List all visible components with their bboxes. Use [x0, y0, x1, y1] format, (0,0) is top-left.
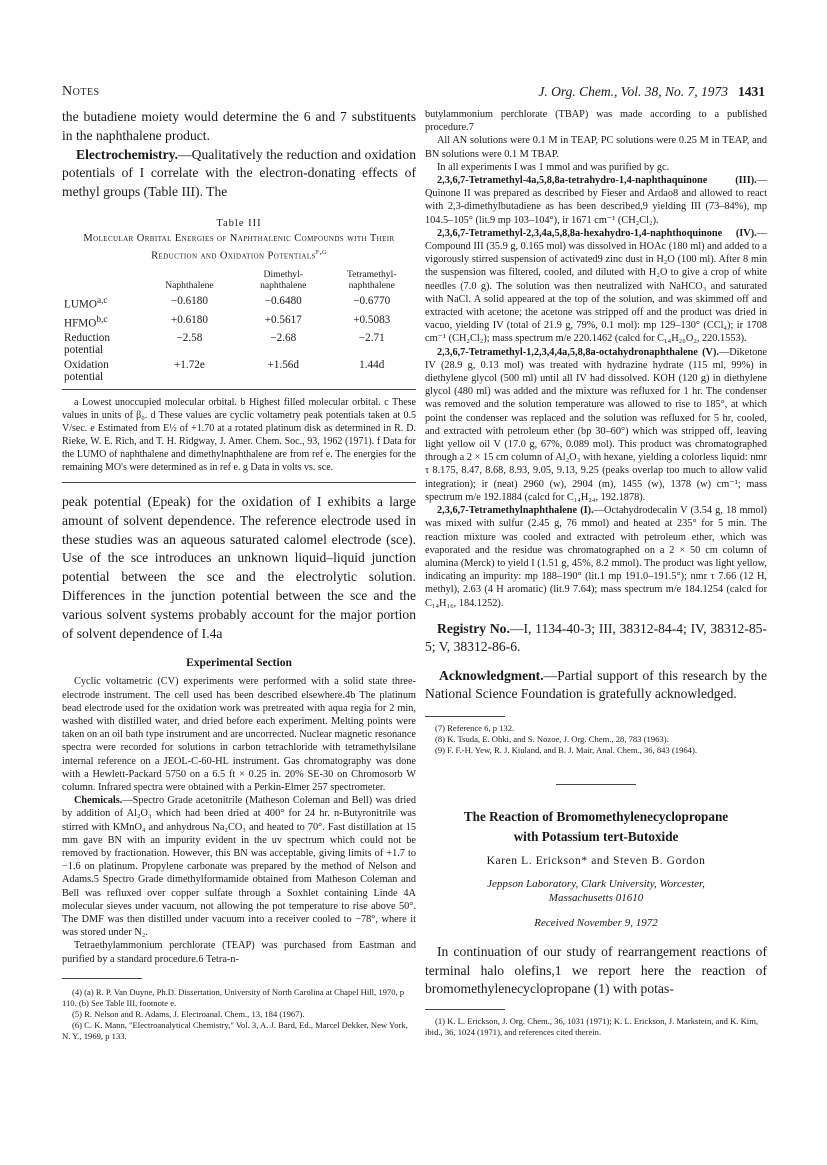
table-cell: −2.68 [270, 331, 297, 344]
intro-paragraph: the butadiene moiety would determine the 6 and 7 substituents in the naphthalene product. [62, 109, 416, 143]
registry-numbers: Registry No.—I, 1134-40-3; III, 38312-84-4; IV, 38312-85-5; V, 38312-86-6. [425, 620, 767, 655]
table-end-rule [62, 482, 416, 483]
synthesis-step: 2,3,6,7-Tetramethyl-1,2,3,4,4a,5,8,8a-octahydronaphthalene (V).—Diketone IV (28.9 g, 0.13 mol) was treated with hydrazine hydrate (115 ml, 99%) in diethylene glycol (500 ml) until all IV had dissolved. KOH (120 g) in diethylene glycol (480 ml) was added and the mixture was refluxed for 1 hr. The condenser was removed and the solution temperature was allowed to rise to 185°, at which point the condenser was replaced and the solution was refluxed for 5 hr, cooled, and extracted with petroleum ether (bp 30–60°) which was stripped off, leaving light yellow oil V (17.0 g, 67%, 0.089 mol). This product was chromatographed through a 2 × 15 cm column of Al₂O₃ with hexane, yielding a colorless liquid: nmr τ 8.175, 8.47, 8.68, 8.93, 9.05, 9.13, 9.25 (peaks overlap too much to allow valid integration); ir (neat) 2960 (w), 2904 (m), 1455 (w), 1378 (w) cm⁻¹; mass spectrum m/e 192.1884 (calcd for C₁₄H₂₄, 192.1878). [425, 346, 767, 503]
chemicals-paragraph: Chemicals.—Spectro Grade acetonitrile (Matheson Coleman and Bell) was dried by addition of Al₂O₃ which had been dried at 400° for 24 hr. n-Butyronitrile was stirred with KMnO₄ and anhydrous Na₂CO₃ and heated to 70°. Fast distillation at 15 mm gave BN with an impurity evident in the uv spectrum which could not be removed by fractionation. However, this BN was acceptable, giving limits of +1.7 to −1.6 on platinum. Propylene carbonate was prepared by the method of Nelson and Adams.5 Spectro Grade dimethylformamide obtained from Matheson Coleman and Bell was refluxed over copper sulfate through a Soxhlet containing Linde 4A molecular sieves under vacuum, not allowing the pot temperature to rise above 50°. The DMF was then distilled under vacuum into a receiver cooled to −78°, where it was stored under N₂. [62, 795, 416, 939]
solutions-paragraph: All AN solutions were 0.1 M in TEAP, PC solutions were 0.25 M in TEAP, and BN solutions were 0.1 M TBAP. [425, 135, 767, 160]
table-cell: −0.6180 [170, 295, 208, 308]
table-header-cell: Naphthalene [165, 280, 214, 292]
journal-citation: J. Org. Chem., Vol. 38, No. 7, 1973 1431 [538, 84, 765, 99]
table-header-row [62, 269, 416, 294]
footnote: (4) (a) R. P. Van Duyne, Ph.D. Dissertation, University of North Carolina at Chapel Hill, 1970, p 110. (b) See Table III, footnote e. [62, 986, 405, 1008]
footnotes [62, 987, 416, 1042]
compound-heading: 2,3,6,7-Tetramethyl-2,3,4a,5,8,8a-hexahydro-1,4-naphthoquinone (IV). [437, 227, 757, 239]
table-rule [62, 389, 416, 390]
experimental-heading: Experimental Section [186, 657, 292, 670]
table-row [62, 358, 416, 385]
table-cell: −0.6770 [353, 295, 391, 308]
table-cell: 1.44d [359, 358, 385, 371]
compound-heading: 2,3,6,7-Tetramethyl-1,2,3,4,4a,5,8,8a-octahydronaphthalene (V). [437, 346, 719, 358]
acknowledgment-heading: Acknowledgment. [439, 667, 544, 683]
synthesis-step: 2,3,6,7-Tetramethylnaphthalene (I).—Octahydrodecalin V (3.54 g, 18 mmol) was mixed with sulfur (2.45 g, 76 mmol) and heated at 235° for 5 min. The reaction mixture was cooled and extracted with petroleum ether, which was evaporated and the residue was chromatographed on a 2 × 50 cm column of alumina (Merck) to yield I (1.51 g, 45%, 8.2 mmol). The product was light yellow, indicating an impurity: mp 188–190° (lit.1 mp 191.0–191.5°); nmr τ 7.66 (12 H, methyl), 2.63 (4 H aromatic) (lit.9 7.64); mass spectrum m/e 184.1254 (calcd for C₁₄H₁₆, 184.1252). [425, 505, 767, 609]
table-header-cell [62, 269, 140, 294]
table-header-cell: Dimethyl-naphthalene [260, 269, 307, 292]
table-cell: −2.71 [358, 331, 385, 344]
orbital-energy-table [62, 269, 416, 384]
running-header [62, 84, 765, 104]
table-cell: +0.5083 [353, 313, 391, 326]
page-number: 1431 [738, 84, 765, 99]
article-footnotes [425, 1016, 767, 1038]
left-column [62, 108, 416, 1042]
article-body: In continuation of our study of rearrangement reactions of terminal halo olefins,1 we report here the reaction of bromomethylenecyclopropane (1) with potas- [425, 943, 767, 997]
section-label: Notes [62, 84, 100, 99]
row-label: Oxidation potential [64, 358, 109, 384]
compound-heading: 2,3,6,7-Tetramethylnaphthalene (I). [437, 505, 594, 517]
reference: (8) K. Tsuda, E. Ohki, and S. Nozoe, J. Org. Chem., 28, 783 (1963). [435, 733, 669, 744]
table-row [62, 313, 416, 331]
registry-heading: Registry No. [437, 620, 510, 636]
peak-paragraph: peak potential (Epeak) for the oxidation of I exhibits a large amount of solvent dependence. The reference electrode used in these studies was an aqueous saturated calomel electrode (sce). Use of the sce introduces an unknown liquid–liquid junction potential between the sce and the electrolytic solution. Differences in the junction potential between the sce and the various solvent systems probably account for the major portion of solvent dependence of I.4a [62, 493, 416, 641]
synthesis-text [425, 108, 767, 610]
experimental-text [62, 675, 416, 965]
experimental-paragraph: Cyclic voltametric (CV) experiments were performed with a solid state three-electrode instrument. The cell used has been described elsewhere.4b The platinum bead electrode used for the oxidation work was pretreated with aqua regia for 2 min, washed with distilled water, and dried before each experiment. Melting points were taken on an oil bath type instrument and are uncorrected. Nuclear magnetic resonance spectra were recorded for solutions in carbon tetrachloride with tetramethylsilane internal reference on a JEOL-C-60-HL instrument. Gas chromatography was done with a Hewlett-Packard 5750 on a 6.5 ft × 0.25 in. 20% SE-30 on Chromosorb W column. Infrared spectra were obtained with a Perkin-Elmer 257 spectrometer. [62, 676, 416, 793]
article-footnote: (1) K. L. Erickson, J. Org. Chem., 36, 1031 (1971); K. L. Erickson, J. Markstein, and K. Kim, ibid., 36, 1024 (1971), and references cited therein. [425, 1016, 759, 1038]
row-label: HFMO$^{b,c}$ [64, 314, 108, 330]
article-separator [556, 784, 636, 785]
article-title: The Reaction of Bromomethylenecyclopropane with Potassium tert-Butoxide [463, 808, 729, 844]
compound-heading: 2,3,6,7-Tetramethyl-4a,5,8,8a-tetrahydro-1,4-naphthaquinone (III). [437, 175, 757, 187]
experiments-paragraph: In all experiments I was 1 mmol and was purified by gc. [437, 161, 670, 173]
table-title: Table III [216, 217, 262, 229]
table-footnotes: a Lowest unoccupied molecular orbital. b Highest filled molecular orbital. c These values in units of β₀. d These values are cyclic voltametry peak potentials taken at 0.5 V/sec. e Estimated from E½ of +1.70 at a rotated platinum disk as determined in R. D. Rieke, W. E. Rich, and T. H. Ridgway, J. Amer. Chem. Soc., 93, 1962 (1971). f Data for the LUMO of naphthalene and dimethylnaphthalene are from ref e. The energies for the remaining MO's were determined as in ref e. g Data in volts vs. sce. [62, 396, 416, 473]
footnote: (6) C. K. Mann, "Electroanalytical Chemistry," Vol. 3, A. J. Bard, Ed., Marcel Dekker, New York, N. Y., 1969, p 133. [62, 1019, 408, 1041]
table-caption: Molecular Orbital Energies of Naphthalenic Compounds with Their Reduction and Oxidation Potentials$^{f,g}$ [83, 232, 395, 262]
tbap-paragraph: butylammonium perchlorate (TBAP) was made according to a published procedure.7 [425, 109, 767, 134]
reference: (9) F. F.-H. Yew, R. J. Kiuland, and B. J. Mair, Anal. Chem., 36, 843 (1964). [435, 744, 697, 755]
references [425, 723, 767, 756]
reference: (7) Reference 6, p 132. [435, 722, 515, 733]
reference-rule [425, 716, 505, 717]
article-affiliation: Jeppson Laboratory, Clark University, Worcester, Massachusetts 01610 [487, 877, 705, 904]
footnote: (5) R. Nelson and R. Adams, J. Electroanal. Chem., 13, 184 (1967). [72, 1008, 305, 1019]
article-authors: Karen L. Erickson* and Steven B. Gordon [486, 854, 706, 867]
synthesis-step: 2,3,6,7-Tetramethyl-2,3,4a,5,8,8a-hexahydro-1,4-naphthoquinone (IV).—Compound III (35.9 g, 0.165 mol) was dissolved in HOAc (180 ml) and added to a vigorously stirred suspension of activated9 zinc dust in H₂O (100 ml). After 8 min the suspension was filtered, cooled, and diluted with H₂O to give a crop of white needles (7.0 g). The solution was then neutralized with NaHCO₃ and saturated with NaCl. A solid appeared at the top of the solution, and was skimmed off and extracted with acetone; the acetone was stripped off and the product was dried in vacuo, yielding IV (total of 21.9 g, 79%, 0.1 mol): mp 129–130° (CCl₄); ir 1708 cm⁻¹ (CH₂Cl₂); mass spectrum m/e 220.1462 (calcd for C₁₄H₂₀O₂, 220.1553). [425, 227, 767, 345]
table-cell: +0.5617 [264, 313, 302, 326]
table-row [62, 294, 416, 312]
table-cell: +1.72e [174, 358, 205, 371]
row-label: LUMO$^{a,c}$ [64, 296, 108, 312]
footnote-rule [62, 978, 142, 979]
table-cell: −2.58 [176, 331, 203, 344]
electrochemistry-paragraph: Electrochemistry.—Qualitatively the reduction and oxidation potentials of I correlate with the electron-donating effects of methyl groups (Table III). The [62, 146, 416, 200]
synthesis-step: 2,3,6,7-Tetramethyl-4a,5,8,8a-tetrahydro-1,4-naphthaquinone (III).—Quinone II was prepared as described by Fieser and Ardao8 and allowed to react with 2,3-dimethylbutadiene as has been described,9 yielding III (73–84%), mp 104.5–105° (lit.9 mp 103–104°), ir 1671 cm⁻¹ (CH₂Cl₂). [425, 175, 767, 226]
acknowledgment: Acknowledgment.—Partial support of this research by the National Science Foundation is gratefully acknowledged. [425, 667, 767, 702]
row-label: Reduction potential [64, 331, 110, 357]
right-column [425, 108, 767, 1038]
teap-paragraph: Tetraethylammonium perchlorate (TEAP) was purchased from Eastman and purified by a standard procedure.6 Tetra-n- [62, 940, 416, 965]
table-header-cell: Tetramethyl-naphthalene [347, 269, 397, 292]
chemicals-heading: Chemicals. [74, 795, 123, 807]
received-date: Received November 9, 1972 [534, 916, 658, 929]
table-cell: +1.56d [267, 358, 299, 371]
table-cell: +0.6180 [170, 313, 208, 326]
article-footnote-rule [425, 1009, 505, 1010]
table-row [62, 331, 416, 358]
intro-text [62, 108, 416, 202]
electrochemistry-heading: Electrochemistry. [76, 146, 179, 162]
table-cell: −0.6480 [264, 295, 302, 308]
